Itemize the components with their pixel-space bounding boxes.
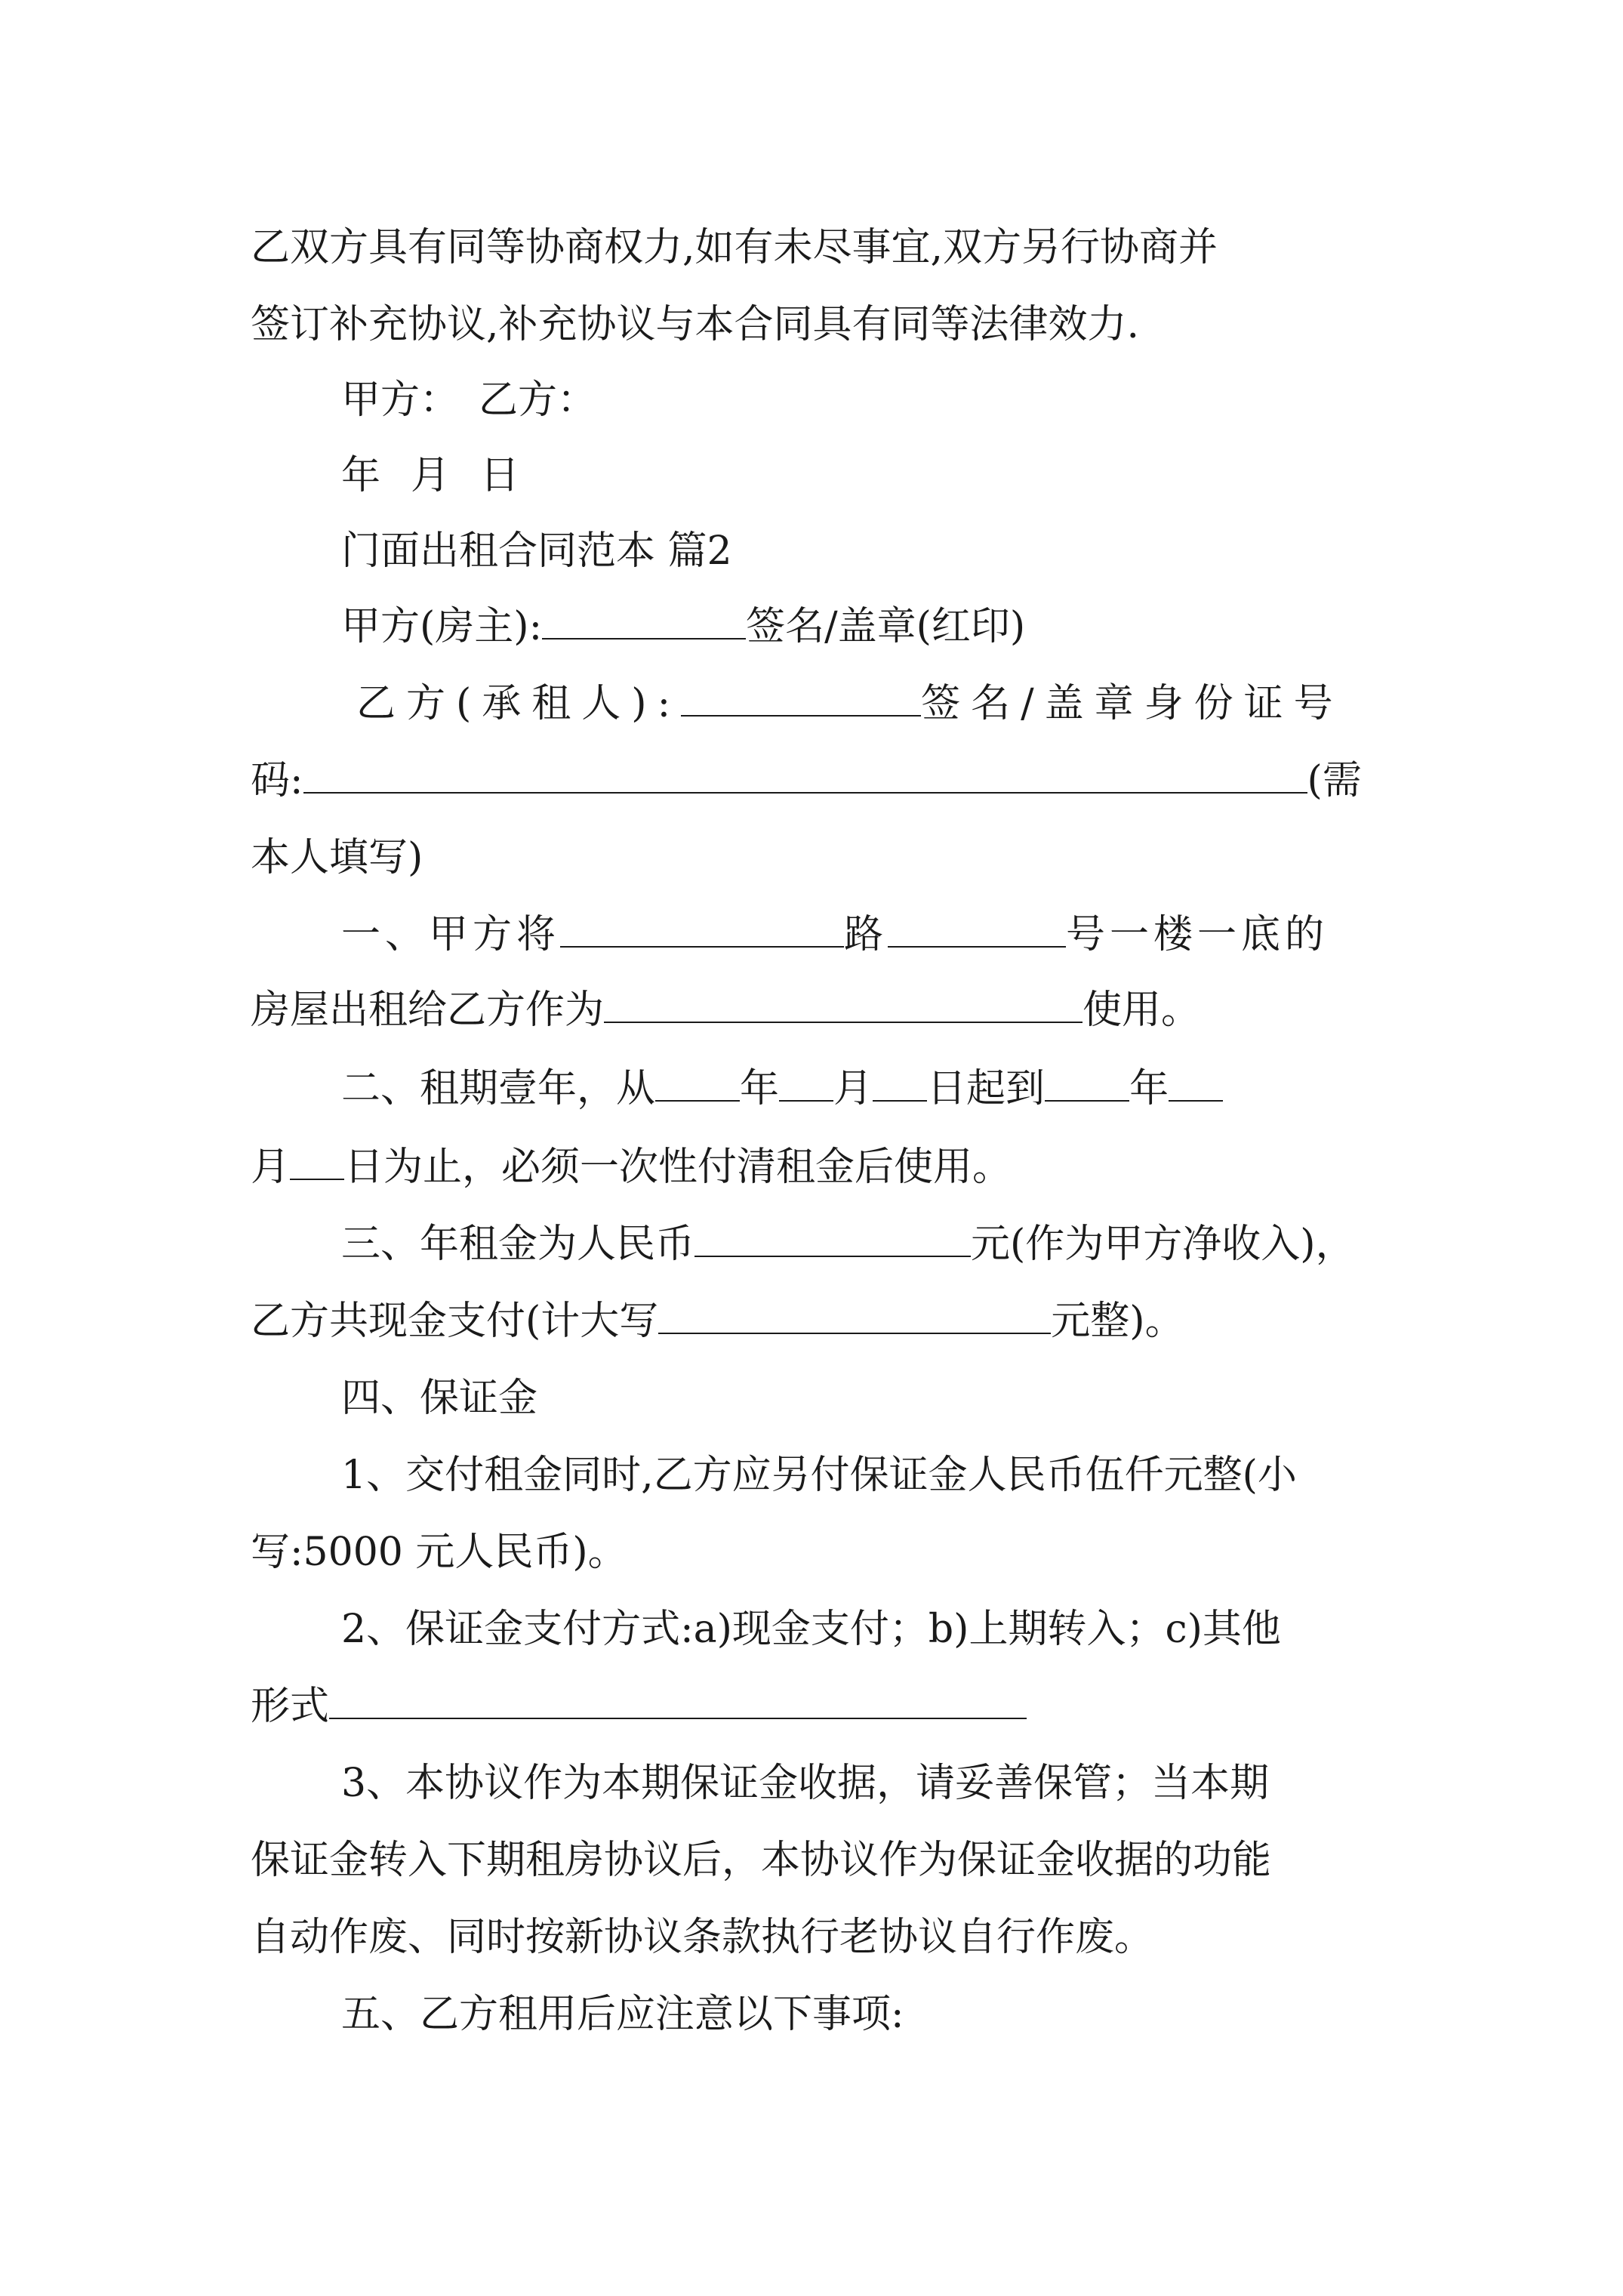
start-day-blank[interactable] [873,1065,927,1102]
clause-2-line-1 [341,1065,1223,1113]
clause-4-1-line-2 [251,1528,627,1576]
text: 一、甲方将 [341,912,561,957]
clause-5-title [341,1990,904,2039]
tenant-label: 乙方(承租人): [356,681,682,726]
clause-2-line-2 [251,1143,1012,1191]
text: 自动作废、同时按新协议条款执行老协议自行作废。 [251,1915,1154,1960]
text: 号一楼一底的 [1066,912,1329,957]
day-label: 日 [480,453,520,498]
clause-3-line-2 [251,1297,1184,1345]
text: 2、保证金支付方式:a)现金支付；b)上期转入；c)其他 [341,1607,1281,1652]
text: 乙方共现金支付(计大写 [251,1299,659,1344]
id-note-line [251,834,423,882]
signature-line [341,376,596,424]
clause-1-line-2 [251,986,1200,1034]
tenant-blank[interactable] [681,680,921,717]
landlord-sign-label: 签名/盖章(红印) [746,604,1026,649]
text: 元整)。 [1051,1299,1184,1344]
other-form-blank[interactable] [329,1683,1027,1719]
tenant-sign-label: 签名/盖章身份证号 [921,681,1344,726]
text: 月 [251,1145,291,1190]
id-label: 码: [251,758,303,803]
year-label: 年 [341,453,381,498]
text: 签订补充协议,补充协议与本合同具有同等法律效力. [251,302,1140,347]
clause-4-title [341,1374,537,1422]
text: 写:5000 元人民币)。 [251,1530,627,1575]
text: 日起到 [927,1066,1046,1111]
usage-blank[interactable] [604,987,1083,1023]
start-year-blank[interactable] [655,1065,740,1102]
text: 房屋出租给乙方作为 [251,988,605,1033]
text: 四、保证金 [341,1376,538,1421]
text: 二、租期壹年，从 [341,1066,656,1111]
clause-4-2-line-2 [251,1682,1027,1730]
text: 3、本协议作为本期保证金收据，请妥善保管；当本期 [341,1761,1270,1806]
clause-3-line-1 [341,1220,1355,1268]
text: 五、乙方租用后应注意以下事项: [341,1992,904,2037]
text: 年 [1129,1066,1169,1111]
clause-4-1-line-1 [341,1451,1297,1499]
road-blank[interactable] [560,911,844,948]
paragraph-line [251,223,1218,272]
number-blank[interactable] [888,911,1066,948]
id-note: 本人填写) [251,835,423,880]
tenant-line [356,680,1344,728]
end-year-blank[interactable] [1045,1065,1129,1102]
text: 年 [740,1066,780,1111]
party-b-label: 乙方： [479,378,597,423]
text: 元(作为甲方净收入)， [971,1222,1355,1267]
end-day-blank[interactable] [290,1144,344,1180]
section-title-text: 门面出租合同范本 篇2 [341,529,732,574]
clause-4-3-line-1 [341,1759,1269,1808]
id-need-text: (需 [1307,758,1362,803]
text: 保证金转入下期租房协议后，本协议作为保证金收据的功能 [251,1838,1272,1883]
date-line [341,451,519,500]
clause-4-3-line-3 [251,1913,1153,1962]
id-line [251,757,1362,805]
text: 日为止，必须一次性付清租金后使用。 [344,1145,1012,1190]
text: 使用。 [1083,988,1201,1033]
landlord-label: 甲方(房主): [341,604,543,649]
start-month-blank[interactable] [779,1065,833,1102]
text: 乙双方具有同等协商权力,如有未尽事宜,双方另行协商并 [251,225,1218,270]
paragraph-line [251,300,1139,349]
landlord-blank[interactable] [542,603,746,639]
text: 1、交付租金同时,乙方应另付保证金人民币伍仟元整(小 [341,1453,1297,1498]
end-month-blank[interactable] [1169,1065,1223,1102]
section-title [341,527,732,575]
landlord-line [341,603,1025,651]
id-blank[interactable] [303,757,1307,794]
text: 三、年租金为人民币 [341,1222,695,1267]
text: 月 [833,1066,873,1111]
clause-4-2-line-1 [341,1605,1281,1653]
clause-1-line-1 [341,911,1329,959]
clause-4-3-line-2 [251,1836,1271,1885]
text: 路 [844,912,888,957]
month-label: 月 [411,453,451,498]
party-a-label: 甲方： [341,378,460,423]
rent-words-blank[interactable] [658,1298,1051,1334]
rent-blank[interactable] [694,1221,971,1257]
text: 形式 [251,1684,330,1729]
